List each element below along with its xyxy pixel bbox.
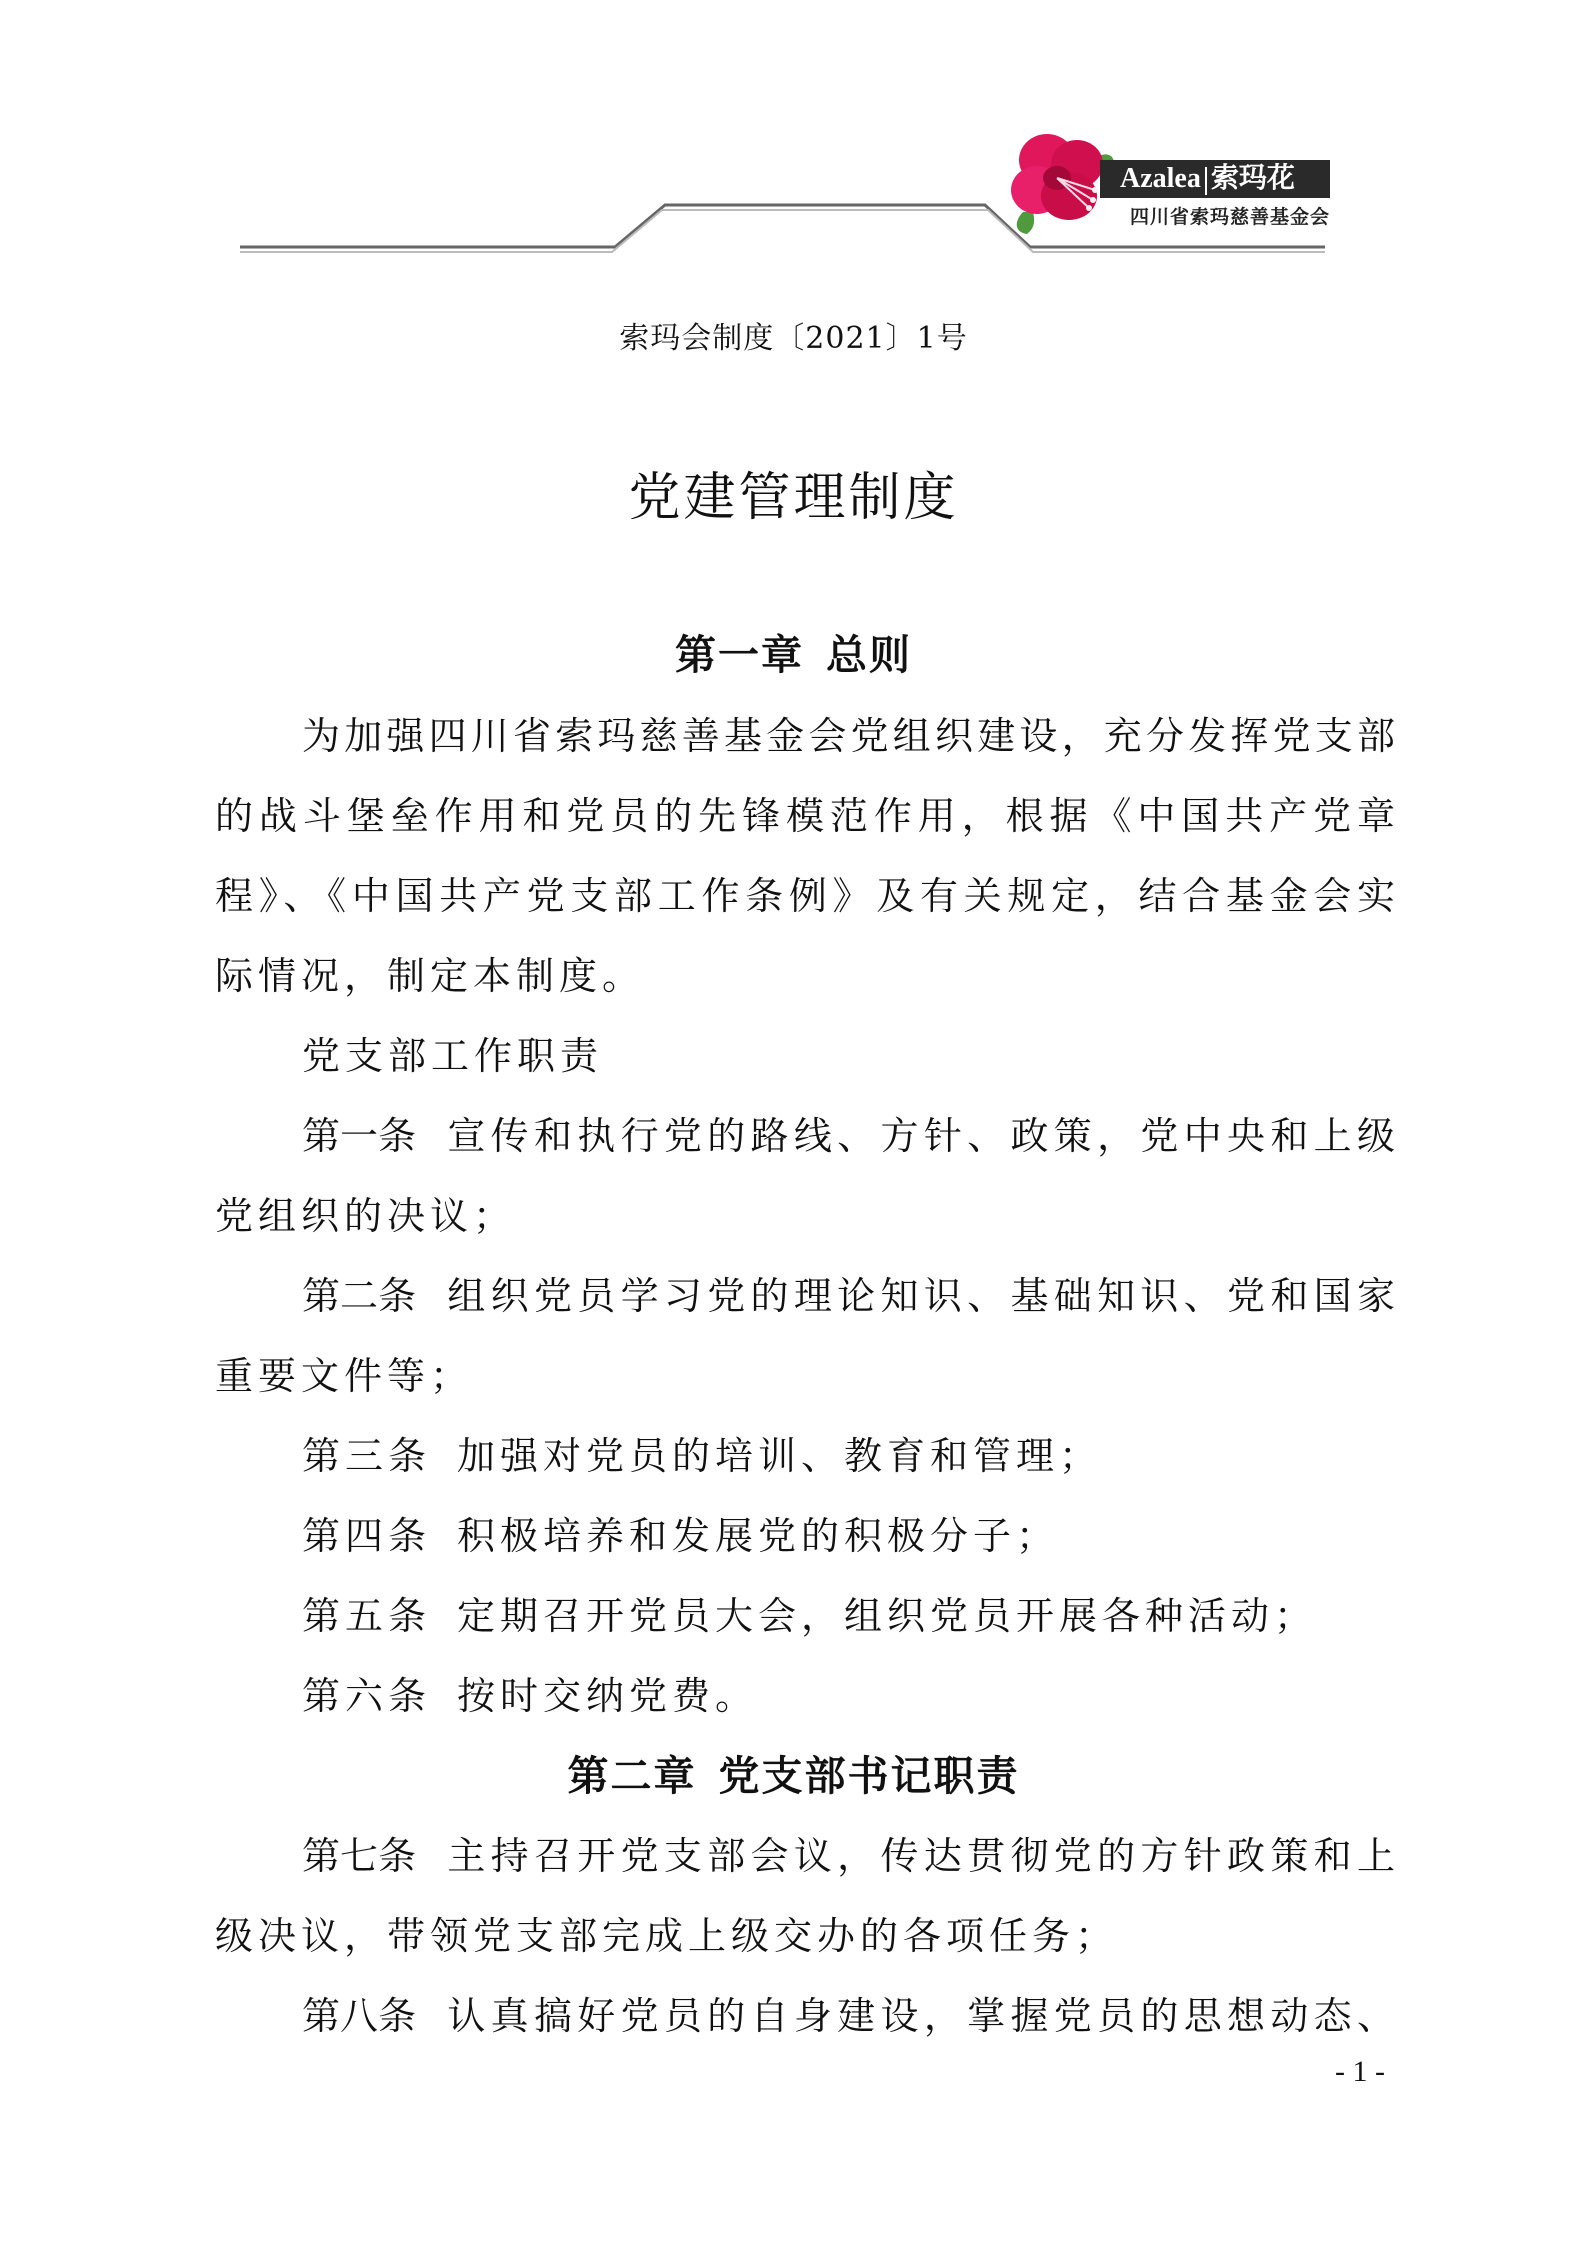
article-6-text: 按时交纳党费。 — [457, 1674, 759, 1718]
article-7-continued: 级决议，带领党支部完成上级交办的各项任务； — [215, 1914, 1119, 1958]
intro-line-2: 的战斗堡垒作用和党员的先锋模范作用，根据《中国共产党章 — [215, 794, 1395, 838]
article-5-text: 定期召开党员大会，组织党员开展各种活动； — [457, 1594, 1318, 1638]
article-3 — [302, 1425, 1482, 1480]
intro-line-3: 程》、《中国共产党支部工作条例》及有关规定，结合基金会实 — [215, 874, 1395, 918]
intro-line-1: 为加强四川省索玛慈善基金会党组织建设，充分发挥党支部 — [302, 714, 1395, 758]
article-7-number: 第七条 — [302, 1834, 417, 1878]
article-5-number: 第五条 — [302, 1594, 432, 1638]
chapter-2-number: 第二章 — [567, 1752, 697, 1800]
chapter-1-heading — [0, 622, 1587, 681]
article-7 — [302, 1825, 1395, 1880]
article-2-continued: 重要文件等； — [215, 1354, 474, 1398]
article-1 — [302, 1105, 1395, 1160]
article-3-text: 加强对党员的培训、教育和管理； — [457, 1434, 1103, 1478]
article-2-text: 组织党员学习党的理论知识、基础知识、党和国家 — [442, 1274, 1395, 1318]
article-8 — [302, 1985, 1395, 2040]
page-number: - 1 - — [1335, 2055, 1385, 2088]
chapter-2-heading — [0, 1743, 1587, 1802]
article-6 — [302, 1665, 1482, 1720]
logo-organization-name: 四川省索玛慈善基金会 — [1129, 206, 1330, 228]
chapter-1-name: 总则 — [826, 631, 912, 679]
logo-name-text: 索玛花 — [1210, 163, 1295, 194]
article-4 — [302, 1505, 1482, 1560]
article-3-number: 第三条 — [302, 1434, 432, 1478]
article-1-number: 第一条 — [302, 1114, 417, 1158]
chapter-1-number: 第一章 — [675, 631, 804, 679]
chapter-2-name: 党支部书记职责 — [718, 1752, 1020, 1800]
document-title: 党建管理制度 — [628, 468, 959, 528]
article-2-number: 第二条 — [302, 1274, 417, 1318]
logo-separator — [1205, 167, 1207, 195]
article-1-continued: 党组织的决议； — [215, 1194, 517, 1238]
section-heading-duties: 党支部工作职责 — [302, 1034, 604, 1078]
logo-brand-band — [1100, 160, 1330, 198]
article-8-text: 认真搞好党员的自身建设，掌握党员的思想动态、 — [442, 1994, 1395, 2038]
intro-line-4: 际情况，制定本制度。 — [215, 954, 646, 998]
article-5 — [302, 1585, 1482, 1640]
document-number: 索玛会制度〔2021〕1号 — [619, 321, 968, 356]
article-4-number: 第四条 — [302, 1514, 432, 1558]
article-8-number: 第八条 — [302, 1994, 417, 2038]
header-divider-line — [0, 0, 1587, 260]
article-6-number: 第六条 — [302, 1674, 432, 1718]
foundation-logo — [1005, 120, 1330, 245]
article-2 — [302, 1265, 1395, 1320]
article-4-text: 积极培养和发展党的积极分子； — [457, 1514, 1060, 1558]
article-1-text: 宣传和执行党的路线、方针、政策，党中央和上级 — [442, 1114, 1395, 1158]
logo-brand-text: Azalea — [1120, 163, 1201, 194]
article-7-text: 主持召开党支部会议，传达贯彻党的方针政策和上 — [442, 1834, 1395, 1878]
